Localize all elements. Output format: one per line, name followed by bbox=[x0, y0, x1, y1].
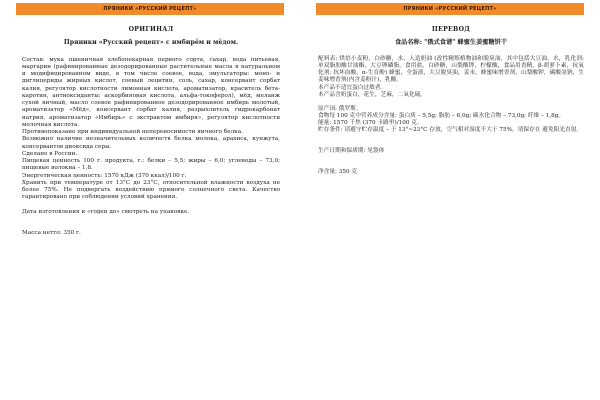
contraindication-text: Противопоказано при индивидуальной непереносимости яичного белка. bbox=[22, 129, 243, 135]
brand-banner: ПРЯНИКИ «РУССКИЙ РЕЦЕПТ» bbox=[16, 3, 284, 15]
composition-text-cn: 配料表: 烘焙小麦粉，白砂糖，水，人造奶油 (改性精炼植物油和脱臭油，其中包括大豆油，水，乳化剂: 单双脂肪酸甘油酯，大豆卵磷脂，食用盐，白砂糖，山梨酸钾，柠檬酸，食品用香精，β-胡萝卜素，抗氧化剂: 抗坏血酸，α-生育酚) 蜂蜜，全蛋液，大豆脱臭油，姜末，蜂蜜味增香剂，山梨酸钾，碳酸氢钠，生姜味增香剂(内含姜粉汁)，乳酸。 bbox=[318, 56, 584, 84]
product-title: Пряники «Русский рецепт» с имбирём и мёдом. bbox=[63, 39, 239, 47]
mass-text-cn: 净含量: 350 克 bbox=[318, 169, 358, 176]
translation-content bbox=[318, 26, 584, 396]
traces-text: Возможно наличие незначительных количеств белка молока, арахиса, кунжута, консервантов диоксида серы. bbox=[22, 136, 280, 150]
energy-text-cn: 能量: 1570 千焦 (370 卡路里)/100 克。 bbox=[318, 119, 423, 126]
origin-text-cn: 原产国: 俄罗斯。 bbox=[318, 105, 362, 112]
translation-heading: ПЕРЕВОД bbox=[431, 26, 471, 33]
storage-text-cn: 贮存条件: 请避守贮存温度 – 于 13°~23°C 存放，空气相对湿度不大于 75%，请保存在 避免阳光直射。 bbox=[318, 127, 583, 134]
composition-text: Состав: мука пшеничная хлебопекарная первого сорта, сахар, вода питьевая, маргарин (рафинированные дезодорированные растительные масла в натуральном и модифицированном виде, в том числе соевое, вода, эмульгаторы: моно- и диглицериды жирных кислот, соевый лецитин, соль, сахар, консервант сорбат калия, регулятор кислотности лимонная кислота, ароматизатор, краситель бета-каротин, антиоксиданты: аскорбиновая кислота, альфа-токоферол), мёд, меланж сухой яичный, масло соевое рафинированное дезодорированное имбирь молотый, ароматизатор «Мёд», консервант сорбат калия, разрыхлитель гидрокарбонат натрия, ароматизатор «Имбирь» с экстрактом имбиря», регулятор кислотности молочная кислота. bbox=[22, 56, 280, 128]
product-title-cn: 食品名称: "俄式食谱" 蜂蜜生姜蜜糖饼干 bbox=[394, 39, 508, 47]
original-content bbox=[22, 26, 280, 396]
storage-text: Хранить при температуре от 13°С до 23°С, относительной влажности воздуха не более 75%. Не подвергать воздействию прямого солнечного света. Качество гарантировано при соблюдении условий хранения. bbox=[22, 179, 280, 201]
original-heading: ОРИГИНАЛ bbox=[128, 26, 174, 33]
contraindication-text-cn: 本产品不适宜蛋白过敏者。 bbox=[318, 84, 387, 91]
translation-page bbox=[300, 0, 600, 400]
nutrition-text-cn: 食物每 100 克中营养成分含量: 蛋白质 – 5,5g; 脂肪 – 6,0g; 碳水化合物 – 73,0g; 纤维 – 1,8g。 bbox=[318, 112, 565, 119]
date-text-cn: 生产日期和保质期: 见袋体 bbox=[318, 148, 385, 155]
traces-text-cn: 本产品含奶蛋白，花生，芝麻，二氧化硫。 bbox=[318, 91, 427, 98]
nutrition-text: Пищевая ценность 100 г. продукта, г.: белки – 5,5; жиры – 6,0; углеводы – 73,0; пищевые волокна – 1,8. bbox=[22, 158, 280, 172]
date-text: Дата изготовления и «годен до» смотреть на упаковке. bbox=[22, 208, 190, 215]
mass-text: Масса нетто: 350 г. bbox=[22, 229, 81, 236]
origin-text: Сделано в России. bbox=[22, 150, 78, 157]
brand-banner: ПРЯНИКИ «РУССКИЙ РЕЦЕПТ» bbox=[316, 3, 584, 15]
energy-text: Энергетическая ценность: 1570 кДж (370 ккал)/100 г. bbox=[22, 172, 187, 179]
